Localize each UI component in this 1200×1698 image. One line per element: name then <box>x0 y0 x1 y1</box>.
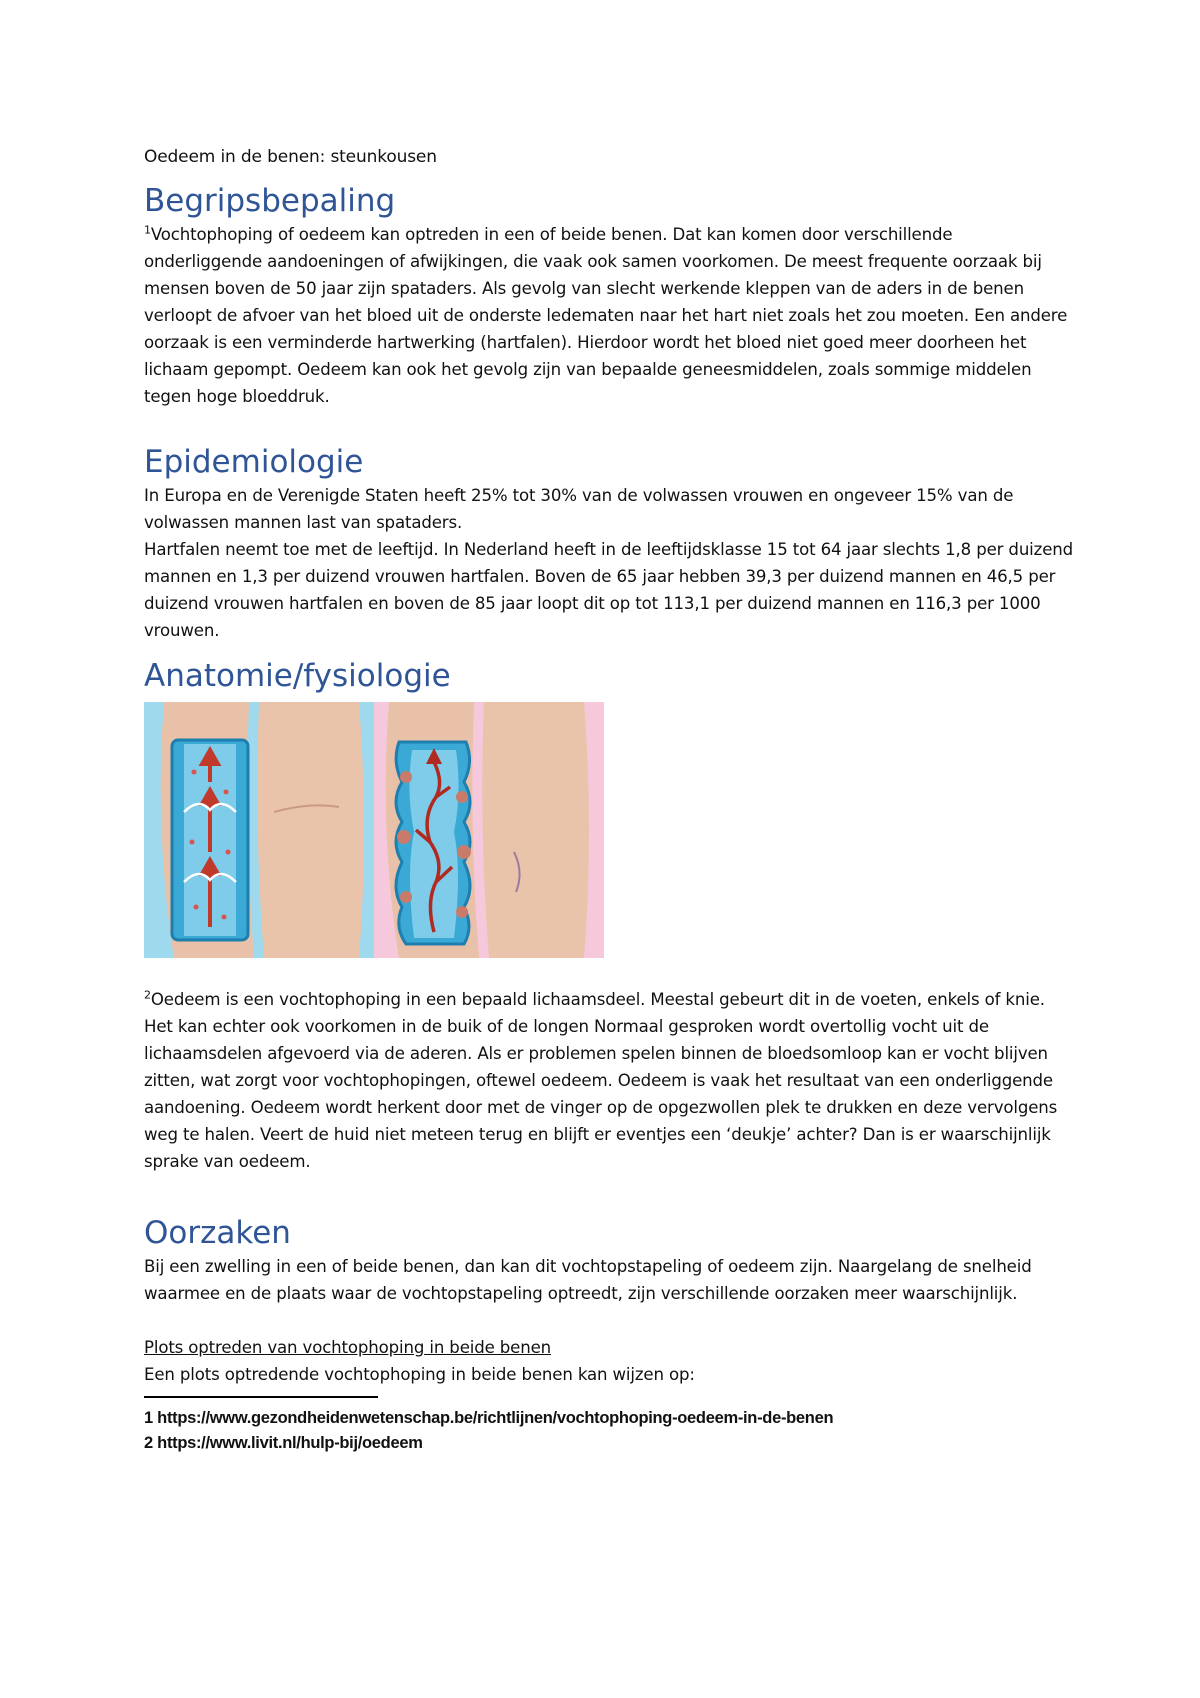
document-body <box>144 145 1074 1456</box>
heading-anatomie: Anatomie/fysiologie <box>144 658 451 694</box>
paragraph-epidemiologie-1: In Europa en de Verenigde Staten heeft 25% tot 30% van de volwassen vrouwen en ongeveer 15% van de volwassen mannen last van spataders. <box>144 486 1014 532</box>
paragraph-begripsbepaling-text: Vochtophoping of oedeem kan optreden in een of beide benen. Dat kan komen door verschillende onderliggende aandoeningen of afwijkingen, die vaak ook samen voorkomen. De meest frequente oorzaak bij mensen boven de 50 jaar zijn spataders. Als gevolg van slecht werkende kleppen van de aders in de benen verloopt de afvoer van het bloed uit de onderste ledematen naar het hart niet zoals het zou moeten. Een andere oorzaak is een verminderde hartwerking (hartfalen). Hierdoor wordt het bloed niet goed meer doorheen het lichaam gepompt. Oedeem kan ook het gevolg zijn van bepaalde geneesmiddelen, zoals sommige middelen tegen hoge bloeddruk. <box>144 225 1068 406</box>
document-title: Oedeem in de benen: steunkousen <box>144 147 437 167</box>
heading-epidemiologie: Epidemiologie <box>144 444 364 480</box>
paragraph-epidemiologie-2: Hartfalen neemt toe met de leeftijd. In Nederland heeft in de leeftijdsklasse 15 tot 64 jaar slechts 1,8 per duizend mannen en 1,3 per duizend vrouwen hartfalen. Boven de 65 jaar hebben 39,3 per duizend mannen en 46,5 per duizend vrouwen hartfalen en boven de 85 jaar loopt dit op tot 113,1 per duizend mannen en 116,3 per 1000 vrouwen. <box>144 540 1074 640</box>
footnote-2[interactable]: 2 https://www.livit.nl/hulp-bij/oedeem <box>144 1434 423 1452</box>
heading-begripsbepaling: Begripsbepaling <box>144 183 396 219</box>
paragraph-begripsbepaling <box>144 221 1074 410</box>
paragraph-oorzaken: Bij een zwelling in een of beide benen, dan kan dit vochtopstapeling of oedeem zijn. Naargelang de snelheid waarmee en de plaats waar de vochtopstapeling optreedt, zijn verschillende oorzaken meer waarschijnlijk. <box>144 1257 1032 1303</box>
footnote-ref-1[interactable]: 1 <box>144 223 151 237</box>
footnote-ref-2[interactable]: 2 <box>144 988 151 1002</box>
leg-veins-illustration <box>144 702 604 958</box>
heading-oorzaken: Oorzaken <box>144 1215 291 1251</box>
paragraph-anatomie-text: Oedeem is een vochtophoping in een bepaald lichaamsdeel. Meestal gebeurt dit in de voeten, enkels of knie. Het kan echter ook voorkomen in de buik of de longen Normaal gesproken wordt overtollig vocht uit de lichaamsdelen afgevoerd via de aderen. Als er problemen spelen binnen de bloedsomloop kan er vocht blijven zitten, wat zorgt voor vochtophopingen, oftewel oedeem. Oedeem is vaak het resultaat van een onderliggende aandoening. Oedeem wordt herkent door met de vinger op de opgezwollen plek te drukken en deze vervolgens weg te halen. Veert de huid niet meteen terug en blijft er eventjes een ‘deukje’ achter? Dan is er waarschijnlijk sprake van oedeem. <box>144 990 1058 1171</box>
footnote-separator <box>144 1396 378 1398</box>
subheading-plots-optreden: Plots optreden van vochtophoping in beide benen <box>144 1338 552 1357</box>
paragraph-anatomie <box>144 986 1074 1175</box>
footnote-1[interactable]: 1 https://www.gezondheidenwetenschap.be/richtlijnen/vochtophoping-oedeem-in-de-benen <box>144 1409 834 1427</box>
paragraph-plots-optreden: Een plots optredende vochtophoping in beide benen kan wijzen op: <box>144 1365 695 1384</box>
